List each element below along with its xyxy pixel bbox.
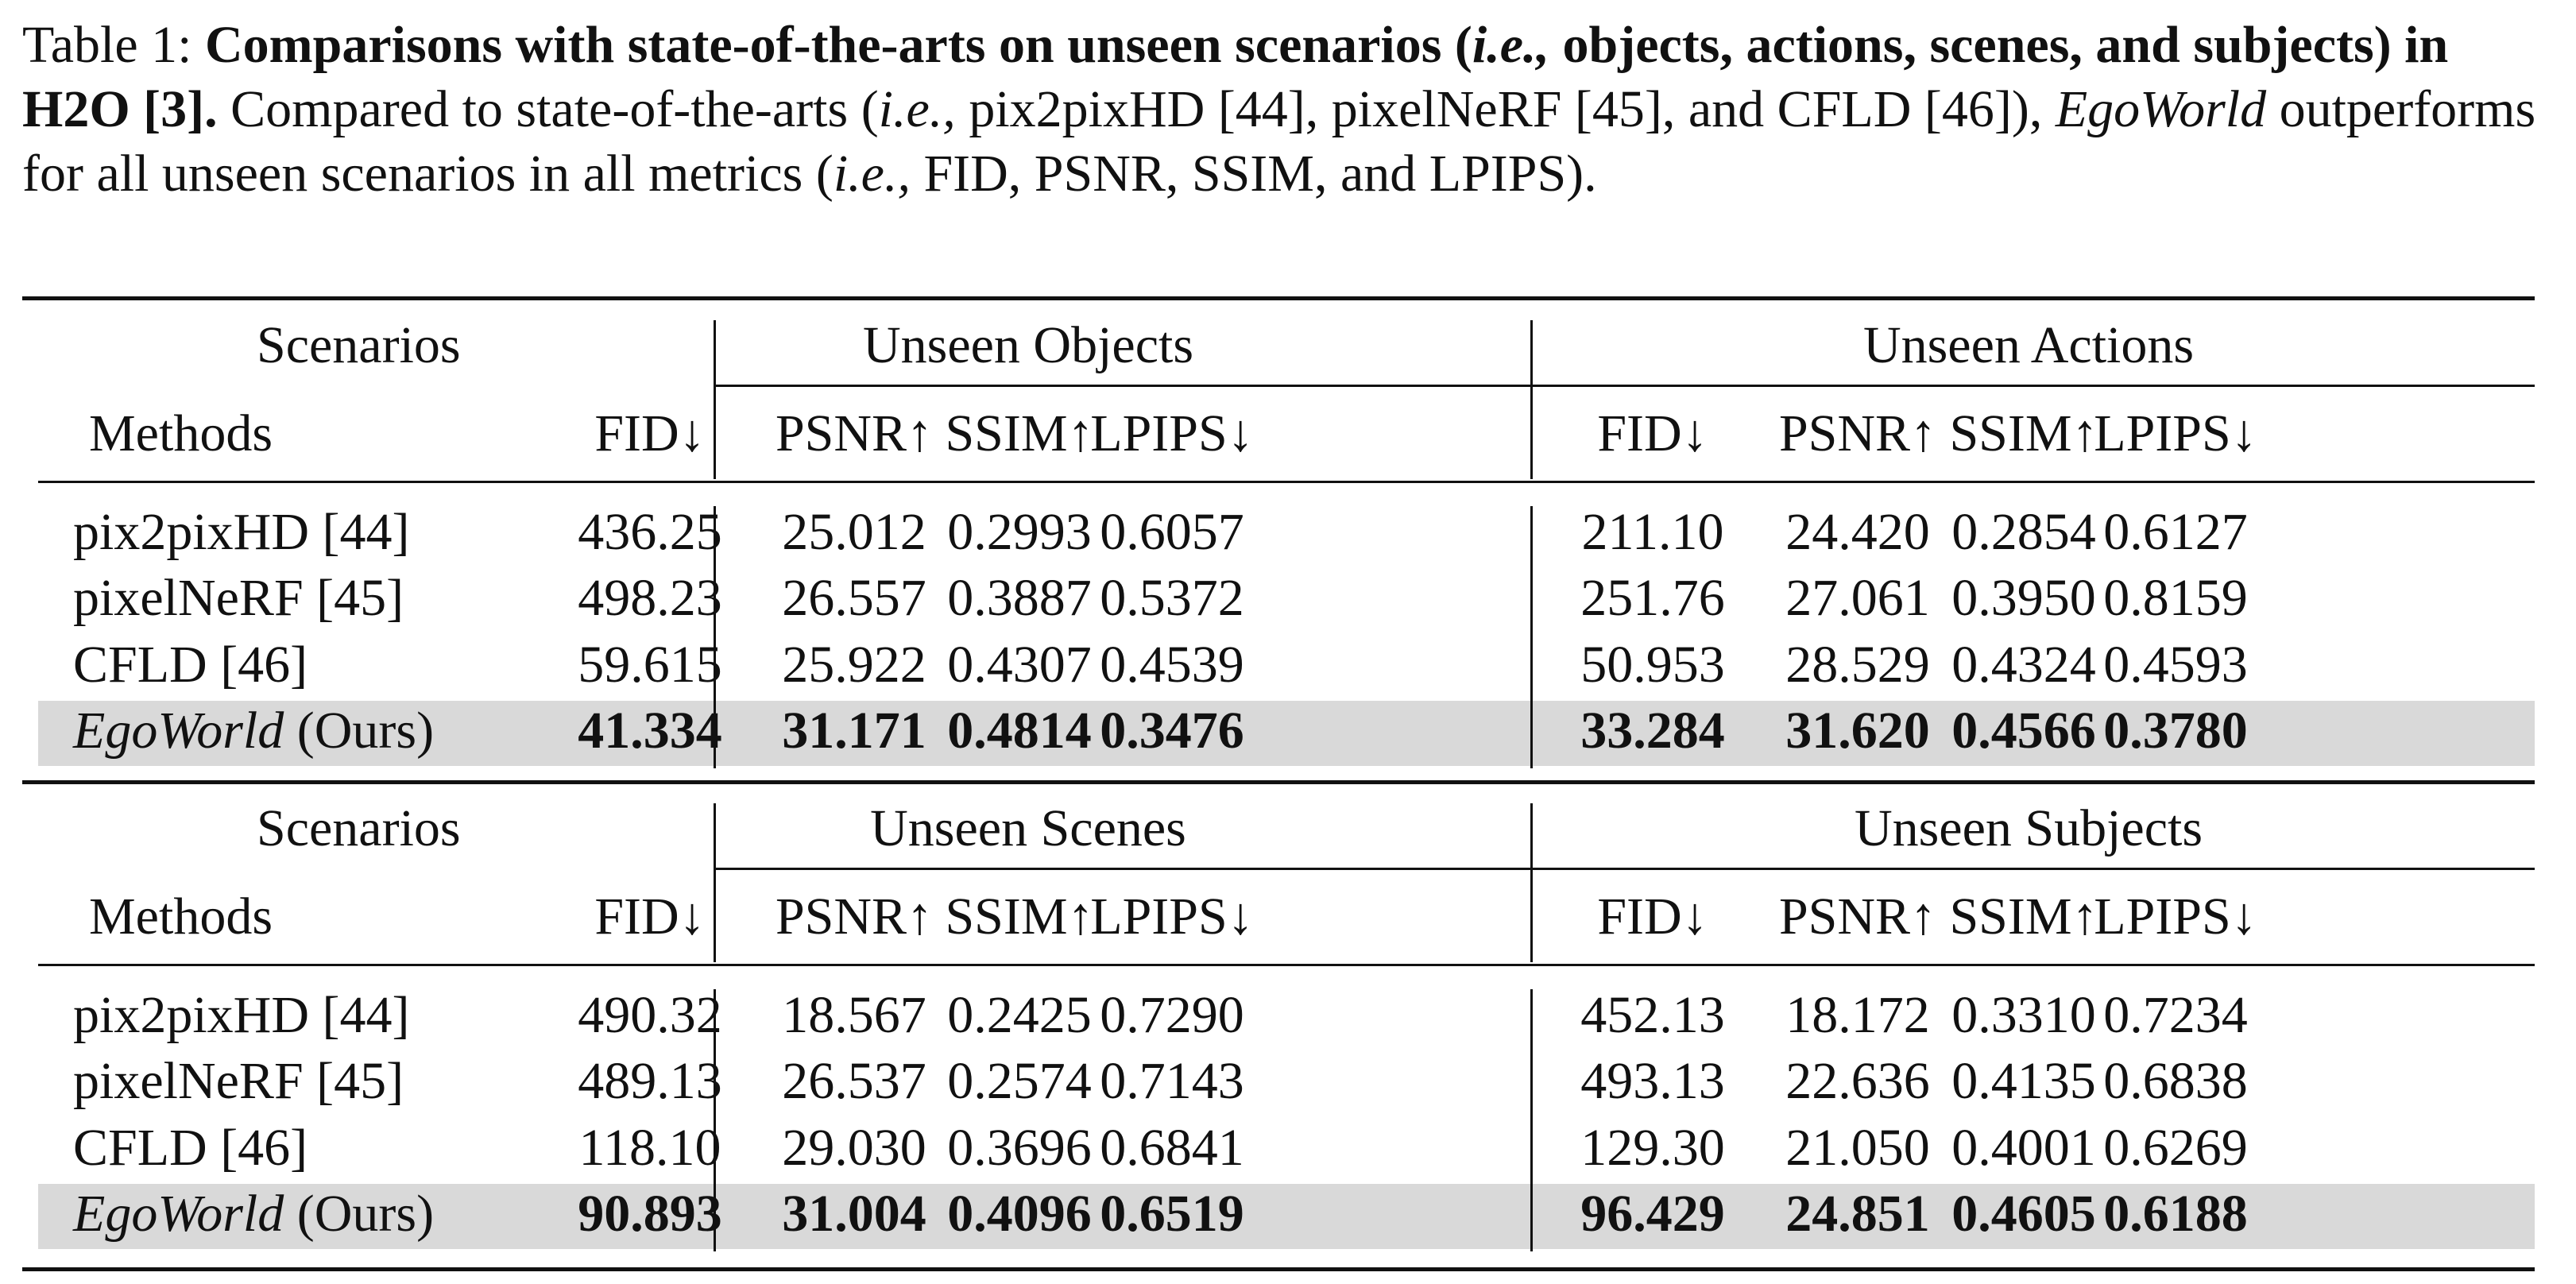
block1-ours-method <box>73 699 434 763</box>
block2-row-2-value-2: 26.537 <box>782 1052 926 1110</box>
caption-ie3: i.e., <box>833 145 911 203</box>
block2-ours-method <box>73 1182 434 1246</box>
block1-row-1-value-4: 0.6057 <box>1100 503 1244 561</box>
block2-row-3-value-6: 21.050 <box>1785 1119 1930 1177</box>
block1-row-2-value-5: 251.76 <box>1580 569 1725 627</box>
block2-row-2-value-4: 0.7143 <box>1100 1052 1244 1110</box>
block1-row-3-value-6: 28.529 <box>1785 636 1930 694</box>
caption-label: Table 1: <box>22 16 192 74</box>
caption-bold-a: Comparisons with state-of-the-arts on unseen scenarios ( <box>204 16 1472 74</box>
block2-ours-method-italic: EgoWorld <box>73 1185 284 1243</box>
block1-header-underline <box>38 481 2535 483</box>
block1-metric-header-5: FID↓ <box>1597 404 1708 462</box>
caption-bold-ie: i.e., <box>1472 16 1550 74</box>
block1-row-3-value-2: 25.922 <box>782 636 926 694</box>
block2-row-3-value-4: 0.6841 <box>1100 1119 1244 1177</box>
caption-ie2: i.e., <box>878 80 956 138</box>
block2-ours-value-3: 0.4096 <box>947 1185 1092 1243</box>
block2-row-1-value-5: 452.13 <box>1580 986 1725 1044</box>
table-caption <box>22 13 2565 206</box>
block2-ours-method-suffix: (Ours) <box>284 1185 435 1243</box>
block2-header-underline <box>38 964 2535 966</box>
block1-row-1-value-3: 0.2993 <box>947 503 1092 561</box>
block2-methods-label: Methods <box>89 888 273 946</box>
block2-row-1-value-6: 18.172 <box>1785 986 1930 1044</box>
block2-row-2-value-7: 0.4135 <box>1951 1052 2096 1110</box>
block2-ours-value-1: 90.893 <box>578 1185 722 1243</box>
block2-metric-header-6: PSNR↑ <box>1778 888 1937 946</box>
block1-row-2-value-2: 26.557 <box>782 569 926 627</box>
block2-row-3-value-5: 129.30 <box>1580 1119 1725 1177</box>
block1-row-2-method: pixelNeRF [45] <box>73 569 404 627</box>
block1-ours-value-8: 0.3780 <box>2103 702 2248 760</box>
block2-row-1-value-8: 0.7234 <box>2103 986 2248 1044</box>
block1-methods-label: Methods <box>89 404 273 462</box>
middle-rule <box>22 780 2535 784</box>
block2-row-2-value-8: 0.6838 <box>2103 1052 2248 1110</box>
caption-plain-c: outperforms for all unseen scenarios in all metrics ( <box>22 80 2536 203</box>
block1-row-3-method: CFLD [46] <box>73 636 308 694</box>
block1-row-1-value-8: 0.6127 <box>2103 503 2248 561</box>
block2-row-3-method: CFLD [46] <box>73 1119 308 1177</box>
block1-metric-header-3: SSIM↑ <box>945 404 1094 462</box>
block1-metric-header-1: FID↓ <box>594 404 706 462</box>
block2-row-2-value-1: 489.13 <box>578 1052 722 1110</box>
block1-row-2-value-3: 0.3887 <box>947 569 1092 627</box>
block1-group-underline <box>715 385 2535 387</box>
block2-metric-header-5: FID↓ <box>1597 888 1708 946</box>
top-rule <box>22 296 2535 300</box>
block2-group-underline <box>715 868 2535 870</box>
block1-row-1-value-7: 0.2854 <box>1951 503 2096 561</box>
block1-row-2-value-4: 0.5372 <box>1100 569 1244 627</box>
block1-ours-value-2: 31.171 <box>782 702 926 760</box>
block1-ours-method-italic: EgoWorld <box>73 702 284 760</box>
block2-row-1-value-1: 490.32 <box>578 986 722 1044</box>
block2-metric-header-4: LPIPS↓ <box>1090 888 1254 946</box>
block1-ours-method-suffix: (Ours) <box>284 702 435 760</box>
block1-row-3-value-7: 0.4324 <box>1951 636 2096 694</box>
block1-metric-header-7: SSIM↑ <box>1949 404 2098 462</box>
block1-row-3-value-4: 0.4539 <box>1100 636 1244 694</box>
bottom-rule <box>22 1267 2535 1271</box>
block1-row-2-value-1: 498.23 <box>578 569 722 627</box>
block2-metric-header-7: SSIM↑ <box>1949 888 2098 946</box>
block1-vline-mid-body <box>1530 506 1533 768</box>
caption-plain-b: pix2pixHD [44], pixelNeRF [45], and CFLD [46]), <box>955 80 2056 138</box>
block1-row-1-value-6: 24.420 <box>1785 503 1930 561</box>
block2-row-2-value-3: 0.2574 <box>947 1052 1092 1110</box>
block1-row-3-value-1: 59.615 <box>578 636 722 694</box>
block2-group-header-2: Unseen Subjects <box>1854 799 2203 857</box>
block2-ours-value-4: 0.6519 <box>1100 1185 1244 1243</box>
block2-row-1-value-4: 0.7290 <box>1100 986 1244 1044</box>
block1-scenarios-label: Scenarios <box>257 316 461 374</box>
block2-row-3-value-8: 0.6269 <box>2103 1119 2248 1177</box>
block2-row-2-value-5: 493.13 <box>1580 1052 1725 1110</box>
block1-vline-mid-header <box>1530 320 1533 479</box>
block2-row-1-value-7: 0.3310 <box>1951 986 2096 1044</box>
block1-ours-value-1: 41.334 <box>578 702 722 760</box>
block1-row-3-value-3: 0.4307 <box>947 636 1092 694</box>
caption-method-name: EgoWorld <box>2055 80 2267 138</box>
block1-row-1-value-1: 436.25 <box>578 503 722 561</box>
block1-ours-value-7: 0.4566 <box>1951 702 2096 760</box>
block1-ours-value-6: 31.620 <box>1785 702 1930 760</box>
block2-ours-value-8: 0.6188 <box>2103 1185 2248 1243</box>
block1-metric-header-6: PSNR↑ <box>1778 404 1937 462</box>
block1-row-3-value-8: 0.4593 <box>2103 636 2248 694</box>
block1-ours-value-4: 0.3476 <box>1100 702 1244 760</box>
block1-row-2-value-6: 27.061 <box>1785 569 1930 627</box>
caption-plain-a: Compared to state-of-the-arts ( <box>217 80 879 138</box>
block2-scenarios-label: Scenarios <box>257 799 461 857</box>
block2-metric-header-2: PSNR↑ <box>775 888 934 946</box>
block2-metric-header-3: SSIM↑ <box>945 888 1094 946</box>
block1-row-1-value-5: 211.10 <box>1581 503 1724 561</box>
block1-metric-header-4: LPIPS↓ <box>1090 404 1254 462</box>
block1-row-2-value-8: 0.8159 <box>2103 569 2248 627</box>
block2-ours-value-5: 96.429 <box>1580 1185 1725 1243</box>
block2-vline-left-header <box>714 803 716 962</box>
block2-row-2-method: pixelNeRF [45] <box>73 1052 404 1110</box>
block2-row-3-value-1: 118.10 <box>578 1119 721 1177</box>
block1-group-header-1: Unseen Objects <box>862 316 1194 374</box>
block1-row-3-value-5: 50.953 <box>1580 636 1725 694</box>
block1-row-2-value-7: 0.3950 <box>1951 569 2096 627</box>
block1-row-1-value-2: 25.012 <box>782 503 926 561</box>
block2-vline-mid-header <box>1530 803 1533 962</box>
block2-ours-value-2: 31.004 <box>782 1185 926 1243</box>
block2-group-header-1: Unseen Scenes <box>870 799 1186 857</box>
block2-row-1-value-3: 0.2425 <box>947 986 1092 1044</box>
block2-row-1-value-2: 18.567 <box>782 986 926 1044</box>
block1-group-header-2: Unseen Actions <box>1862 316 2195 374</box>
block2-vline-mid-body <box>1530 989 1533 1251</box>
caption-bold-b: objects, actions, scenes, and subjects) in H2O [3]. <box>22 16 2449 138</box>
block1-metric-header-8: LPIPS↓ <box>2094 404 2257 462</box>
block2-ours-value-7: 0.4605 <box>1951 1185 2096 1243</box>
block2-ours-value-6: 24.851 <box>1785 1185 1930 1243</box>
block2-metric-header-8: LPIPS↓ <box>2094 888 2257 946</box>
block1-ours-value-5: 33.284 <box>1580 702 1725 760</box>
block1-metric-header-2: PSNR↑ <box>775 404 934 462</box>
block2-row-3-value-2: 29.030 <box>782 1119 926 1177</box>
caption-plain-d: FID, PSNR, SSIM, and LPIPS). <box>910 145 1597 203</box>
block2-metric-header-1: FID↓ <box>594 888 706 946</box>
block1-vline-left-header <box>714 320 716 479</box>
block2-row-1-method: pix2pixHD [44] <box>73 986 410 1044</box>
block1-ours-value-3: 0.4814 <box>947 702 1092 760</box>
block2-row-2-value-6: 22.636 <box>1785 1052 1930 1110</box>
block1-row-1-method: pix2pixHD [44] <box>73 503 410 561</box>
block2-row-3-value-7: 0.4001 <box>1951 1119 2096 1177</box>
block2-row-3-value-3: 0.3696 <box>947 1119 1092 1177</box>
